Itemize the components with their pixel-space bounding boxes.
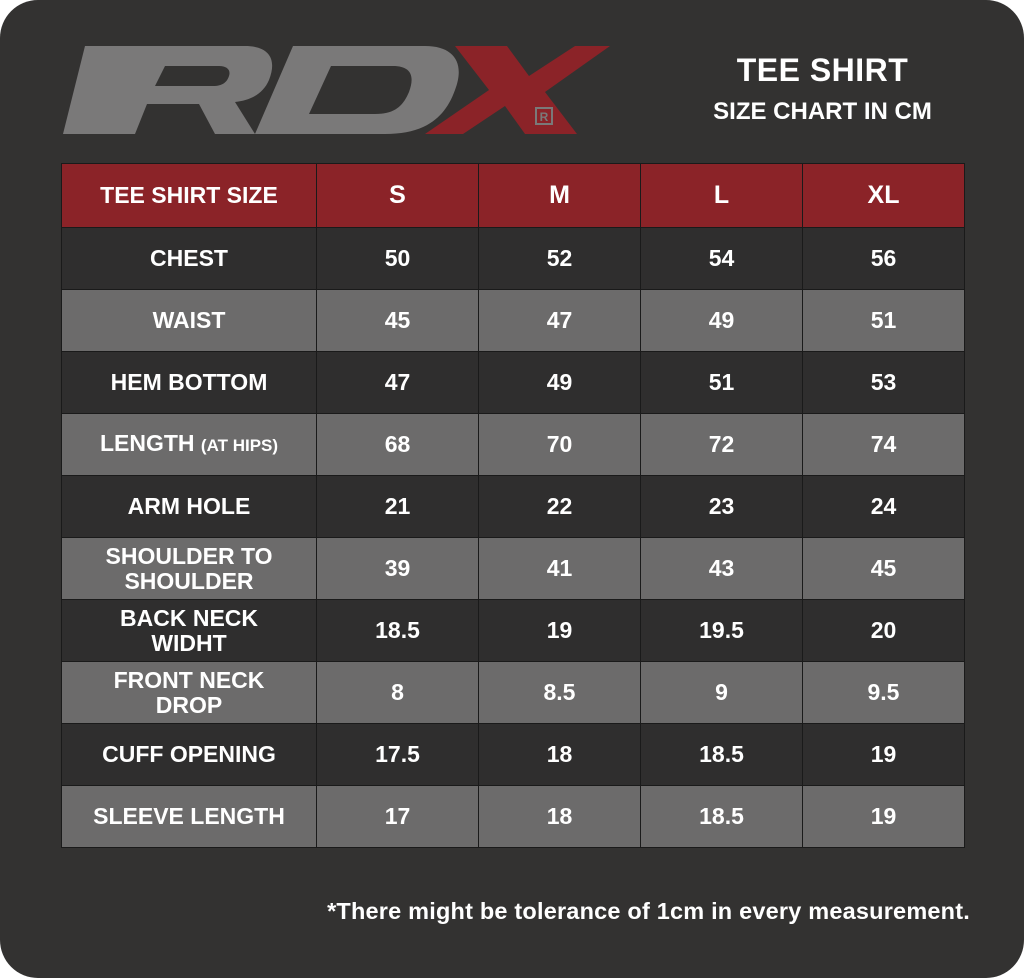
table-cell: 51: [803, 290, 965, 352]
logo-letter-r: [63, 46, 272, 134]
chart-subtitle: SIZE CHART IN CM: [713, 98, 932, 125]
row-label: BACK NECK WIDHT: [62, 600, 317, 662]
table-cell: 54: [641, 228, 803, 290]
table-cell: 56: [803, 228, 965, 290]
table-cell: 53: [803, 352, 965, 414]
table-cell: 49: [479, 352, 641, 414]
table-cell: 21: [317, 476, 479, 538]
table-cell: 18.5: [317, 600, 479, 662]
table-cell: 18.5: [641, 786, 803, 848]
row-label: FRONT NECK DROP: [62, 662, 317, 724]
table-cell: 68: [317, 414, 479, 476]
row-label: HEM BOTTOM: [62, 352, 317, 414]
table-cell: 41: [479, 538, 641, 600]
table-row: [62, 724, 965, 786]
table-row: [62, 538, 965, 600]
size-header: S: [317, 164, 479, 228]
table-row: [62, 414, 965, 476]
table-cell: 8.5: [479, 662, 641, 724]
table-cell: 19: [479, 600, 641, 662]
table-row: [62, 786, 965, 848]
table-cell: 45: [317, 290, 479, 352]
table-row: [62, 600, 965, 662]
table-cell: 24: [803, 476, 965, 538]
table-cell: 43: [641, 538, 803, 600]
size-header: L: [641, 164, 803, 228]
row-label: SHOULDER TO SHOULDER: [62, 538, 317, 600]
table-cell: 19: [803, 724, 965, 786]
table-cell: 9.5: [803, 662, 965, 724]
row-label: WAIST: [62, 290, 317, 352]
table-cell: 49: [641, 290, 803, 352]
table-cell: 17: [317, 786, 479, 848]
table-row: [62, 228, 965, 290]
table-cell: 50: [317, 228, 479, 290]
table-cell: 70: [479, 414, 641, 476]
table-cell: 22: [479, 476, 641, 538]
table-cell: 51: [641, 352, 803, 414]
table-cell: 47: [479, 290, 641, 352]
table-cell: 18: [479, 786, 641, 848]
table-cell: 74: [803, 414, 965, 476]
table-row: [62, 476, 965, 538]
table-cell: 45: [803, 538, 965, 600]
table-cell: 18: [479, 724, 641, 786]
table-cell: 18.5: [641, 724, 803, 786]
table-cell: 52: [479, 228, 641, 290]
table-cell: 17.5: [317, 724, 479, 786]
table-cell: 72: [641, 414, 803, 476]
table-row: [62, 352, 965, 414]
size-header: XL: [803, 164, 965, 228]
table-cell: 23: [641, 476, 803, 538]
size-header: M: [479, 164, 641, 228]
tolerance-footnote: *There might be tolerance of 1cm in every measurement.: [327, 898, 970, 924]
table-cell: 19.5: [641, 600, 803, 662]
table-cell: 47: [317, 352, 479, 414]
size-table: [61, 163, 965, 848]
row-label: ARM HOLE: [62, 476, 317, 538]
table-row: [62, 662, 965, 724]
registered-mark: R: [539, 110, 549, 124]
table-cell: 39: [317, 538, 479, 600]
logo-letter-d: [255, 46, 459, 134]
row-label: [62, 414, 317, 476]
rdx-logo: [55, 40, 615, 140]
row-label-note: (AT HIPS): [200, 436, 279, 455]
row-label: CHEST: [62, 228, 317, 290]
table-cell: 20: [803, 600, 965, 662]
table-row: [62, 290, 965, 352]
corner-label: TEE SHIRT SIZE: [62, 164, 317, 228]
table-header-row: [62, 164, 965, 228]
table-cell: 9: [641, 662, 803, 724]
row-label: CUFF OPENING: [62, 724, 317, 786]
table-cell: 19: [803, 786, 965, 848]
row-label-main: LENGTH: [99, 430, 195, 456]
row-label: SLEEVE LENGTH: [62, 786, 317, 848]
table-cell: 8: [317, 662, 479, 724]
chart-title: TEE SHIRT: [736, 52, 909, 88]
